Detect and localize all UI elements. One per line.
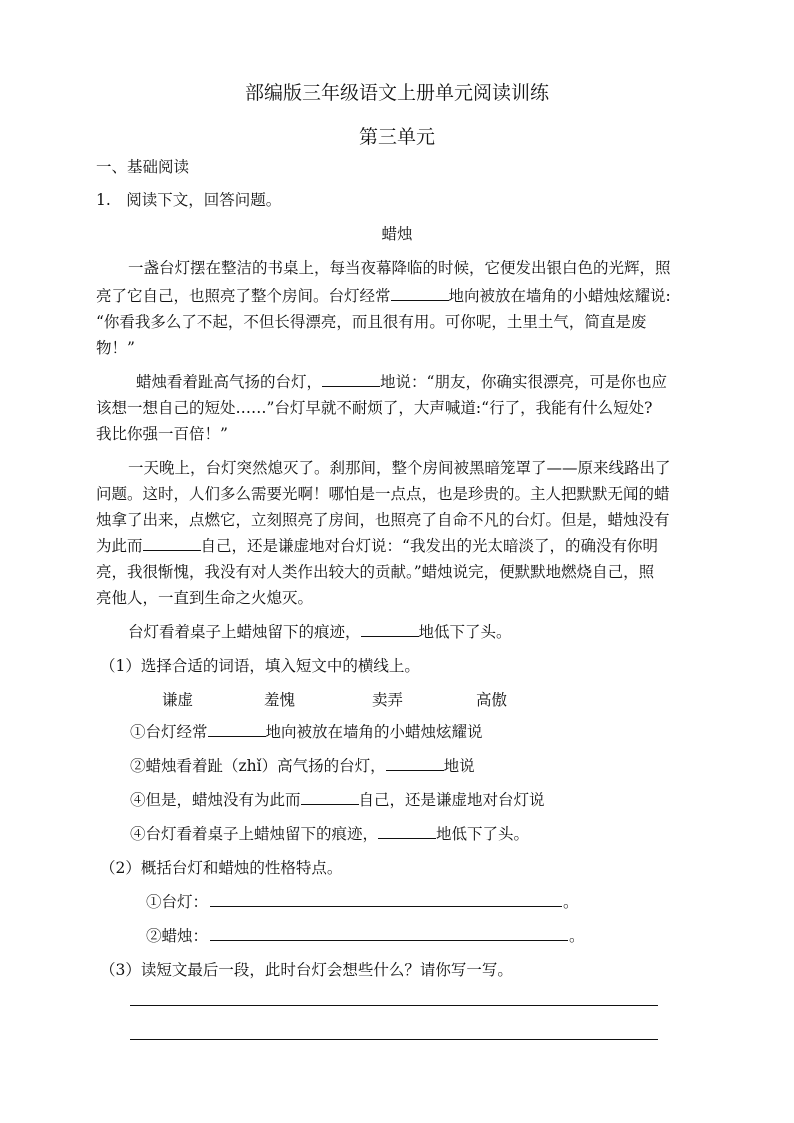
word-option: 高傲: [476, 691, 508, 709]
answer-end: 。: [569, 927, 585, 945]
q2-prompt: （2）概括台灯和蜡烛的性格特点。: [100, 859, 343, 877]
q2-answer-label: ①台灯：: [146, 893, 209, 911]
passage-text: 亮了它自己，也照亮了整个房间。台灯经常: [96, 287, 391, 305]
passage-line: 亮他人，一直到生命之火熄灭。: [96, 589, 314, 607]
q1-item-text: 地说: [443, 757, 475, 775]
passage-line: 一天晚上，台灯突然熄灭了。刹那间，整个房间被黑暗笼罩了——原来线路出了: [128, 459, 671, 477]
passage-text: 地说：“朋友，你确实很漂亮，可是你也应: [380, 373, 667, 391]
passage-text: 为此而: [96, 537, 143, 555]
passage-line: “你看我多么了不起，不但长得漂亮，而且很有用。可你呢，土里土气，简直是废: [96, 313, 647, 331]
q1-prompt: （1）选择合适的词语，填入短文中的横线上。: [100, 657, 420, 675]
q1-item: [130, 822, 529, 844]
q1-item-text: 自己，还是谦虚地对台灯说: [358, 791, 545, 809]
passage-line: 亮，我很惭愧，我没有对人类作出较大的贡献。”蜡烛说完，便默默地燃烧自己，照: [96, 563, 655, 581]
fill-blank[interactable]: [143, 535, 201, 552]
word-option: 羞愧: [264, 691, 296, 709]
fill-blank[interactable]: [378, 823, 436, 840]
passage-text: 蜡烛看着趾高气扬的台灯，: [136, 373, 323, 391]
q1-item: [130, 720, 483, 742]
fill-blank[interactable]: [391, 285, 449, 302]
q1-item-text: 地向被放在墙角的小蜡烛炫耀说: [265, 723, 483, 741]
page-title: 部编版三年级语文上册单元阅读训练: [244, 82, 549, 104]
passage-text: 地向被放在墙角的小蜡烛炫耀说:: [448, 287, 671, 305]
passage-line: [136, 370, 667, 392]
q2-answer-label: ②蜡烛：: [146, 927, 209, 945]
q1-item: [130, 754, 475, 776]
q1-item-text: 地低下了头。: [436, 825, 530, 843]
passage-line: 烛拿了出来，点燃它，立刻照亮了房间，也照亮了自命不凡的台灯。但是，蜡烛没有: [96, 511, 670, 529]
unit-subtitle: 第三单元: [358, 126, 435, 148]
passage-heading: 蜡烛: [381, 225, 413, 243]
passage-line: 物！”: [96, 339, 135, 357]
passage-line: 问题。这时，人们多么需要光啊！哪怕是一点点，也是珍贵的。主人把默默无闻的蜡: [96, 485, 670, 503]
q1-item-text: ②蜡烛看着趾（zhǐ）高气扬的台灯，: [130, 757, 386, 775]
q3-prompt: （3）读短文最后一段，此时台灯会想些什么？请你写一写。: [100, 961, 513, 979]
fill-blank[interactable]: [361, 621, 419, 638]
passage-line: 我比你强一百倍！”: [96, 425, 228, 443]
passage-line: 该想一想自己的短处……”台灯早就不耐烦了，大声喊道:“行了，我能有什么短处?: [96, 399, 653, 417]
passage-line: 一盏台灯摆在整洁的书桌上，每当夜幕降临的时候，它便发出银白色的光辉，照: [128, 259, 671, 277]
fill-blank[interactable]: [301, 789, 359, 806]
fill-blank[interactable]: [386, 755, 444, 772]
passage-text: 自己，还是谦虚地对台灯说：“我发出的光太暗淡了，的确没有你明: [200, 537, 658, 555]
answer-line[interactable]: [130, 1038, 658, 1040]
section-heading: 一、基础阅读: [96, 158, 190, 176]
question-intro: 1. 阅读下文，回答问题。: [96, 191, 282, 209]
word-options: [162, 688, 507, 710]
q1-item: [130, 788, 545, 810]
answer-line[interactable]: [130, 1004, 658, 1006]
passage-text: 地低下了头。: [418, 623, 512, 641]
q1-item-text: ④但是，蜡烛没有为此而: [130, 791, 301, 809]
answer-line[interactable]: [210, 939, 568, 941]
passage-text: 台灯看着桌子上蜡烛留下的痕迹，: [128, 623, 361, 641]
answer-end: 。: [563, 893, 579, 911]
passage-line: [96, 534, 658, 556]
q1-item-text: ④台灯看着桌子上蜡烛留下的痕迹，: [130, 825, 379, 843]
word-option: 卖弄: [372, 691, 404, 709]
passage-line: [96, 284, 671, 306]
word-option: 谦虚: [162, 691, 194, 709]
fill-blank[interactable]: [322, 371, 380, 388]
q1-item-text: ①台灯经常: [130, 723, 208, 741]
answer-line[interactable]: [210, 905, 562, 907]
passage-line: [128, 620, 512, 642]
fill-blank[interactable]: [208, 721, 266, 738]
